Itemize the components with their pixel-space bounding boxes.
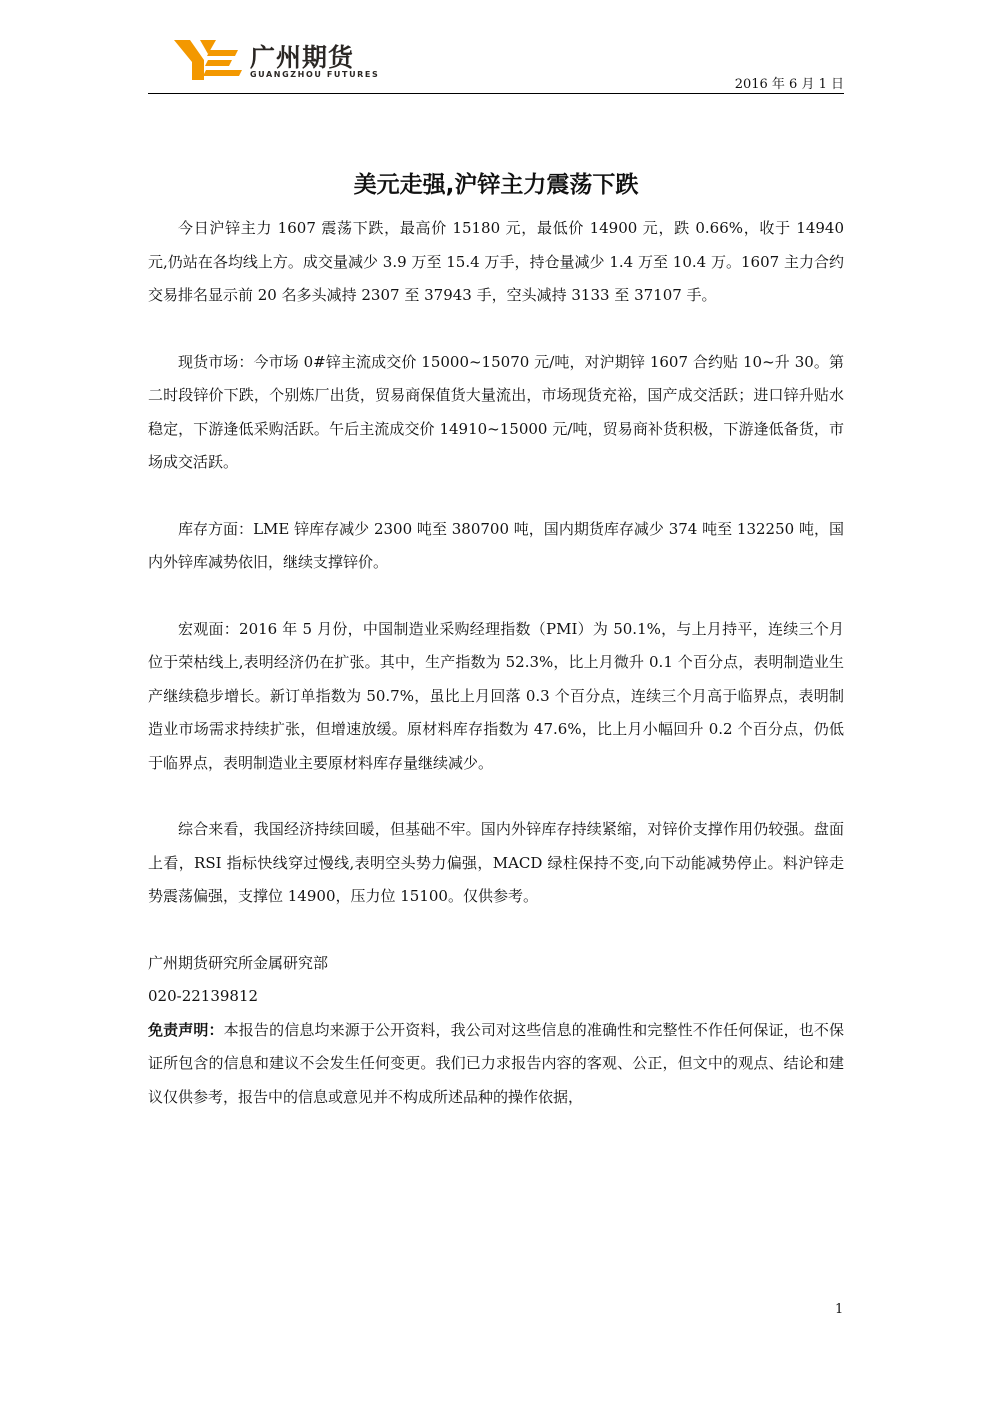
page-header <box>148 28 844 94</box>
inventory-paragraph: 库存方面：LME 锌库存减少 2300 吨至 380700 吨，国内期货库存减少 374 吨至 132250 吨，国内外锌库减势依旧，继续支撑锌价。 <box>148 519 844 571</box>
spot-market-paragraph: 现货市场：今市场 0#锌主流成交价 15000~15070 元/吨，对沪期锌 1607 合约贴 10~升 30。第二时段锌价下跌，个别炼厂出货，贸易商保值货大量流出，市场现货充裕，国产成交活跃；进口锌升贴水稳定，下游逢低采购活跃。午后主流成交价 14910~15000 元/吨，贸易商补货积极，下游逢低备货，市场成交活跃。 <box>148 352 844 471</box>
page-number: 1 <box>835 1302 844 1317</box>
department-name: 广州期货研究所金属研究部 <box>148 953 329 972</box>
conclusion-paragraph: 综合来看，我国经济持续回暖，但基础不牢。国内外锌库存持续紧缩，对锌价支撑作用仍较强。盘面上看，RSI 指标快线穿过慢线,表明空头势力偏强，MACD 绿柱保持不变,向下动能减势停止。料沪锌走势震荡偏强，支撑位 14900，压力位 15100。仅供参考。 <box>148 820 844 905</box>
disclaimer-text: 本报告的信息均来源于公开资料，我公司对这些信息的准确性和完整性不作任何保证，也不保证所包含的信息和建议不会发生任何变更。我们已力求报告内容的客观、公正，但文中的观点、结论和建议仅供参考，报告中的信息或意见并不构成所述品种的操作依据， <box>148 1020 844 1106</box>
disclaimer <box>148 1014 844 1115</box>
disclaimer-label: 免责声明： <box>148 1020 224 1039</box>
brand-name-cn: 广州期货 <box>250 43 355 72</box>
contact-phone: 020-22139812 <box>148 987 259 1005</box>
report-body <box>148 212 844 1114</box>
report-title: 美元走强,沪锌主力震荡下跌 <box>353 172 639 198</box>
market-summary-paragraph: 今日沪锌主力 1607 震荡下跌，最高价 15180 元，最低价 14900 元，跌 0.66%，收于 14940 元,仍站在各均线上方。成交量减少 3.9 万至 15.4 万手，持仓量减少 1.4 万至 10.4 万。1607 主力合约交易排名显示前 20 名多头减持 2307 至 37943 手，空头减持 3133 至 37107 手。 <box>148 219 844 304</box>
macro-paragraph: 宏观面：2016 年 5 月份，中国制造业采购经理指数（PMI）为 50.1%，与上月持平，连续三个月位于荣枯线上,表明经济仍在扩张。其中，生产指数为 52.3%，比上月微升 0.1 个百分点，表明制造业生产继续稳步增长。新订单指数为 50.7%，虽比上月回落 0.3 个百分点，连续三个月高于临界点，表明制造业市场需求持续扩张，但增速放缓。原材料库存指数为 47.6%，比上月小幅回升 0.2 个百分点，仍低于临界点，表明制造业主要原材料库存量继续减少。 <box>148 619 844 772</box>
guangzhou-futures-logo <box>174 38 244 82</box>
brand-name-en: GUANGZHOU FUTURES <box>250 70 380 79</box>
report-date: 2016 年 6 月 1 日 <box>734 77 844 92</box>
header-divider <box>148 93 844 94</box>
